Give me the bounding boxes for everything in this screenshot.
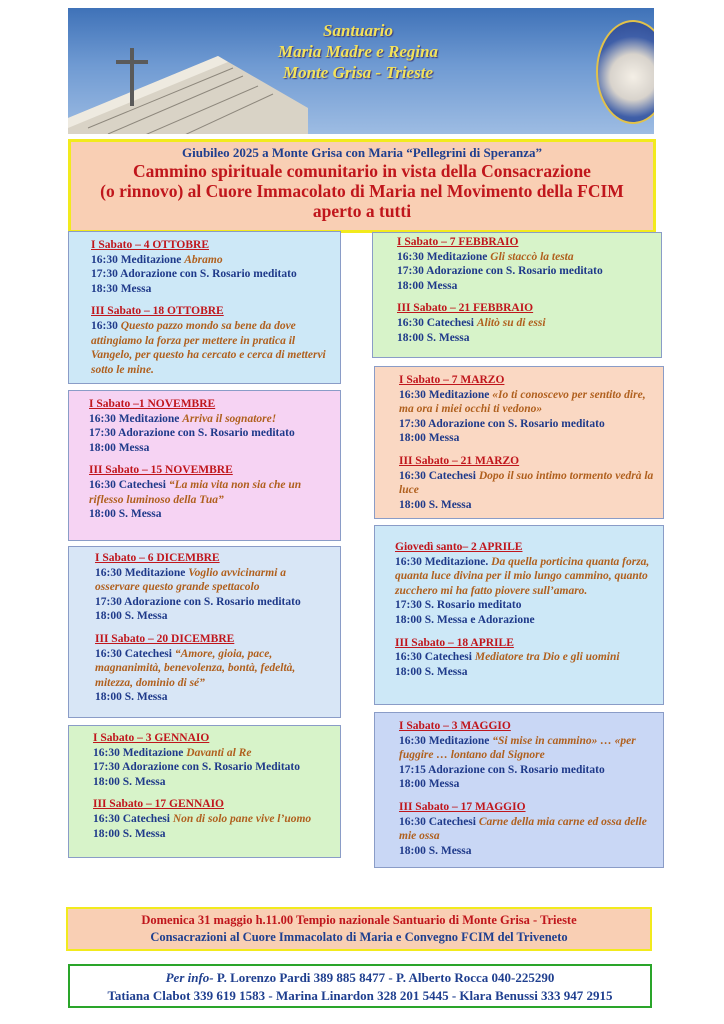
event-line (399, 815, 655, 844)
event-date: I Sabato – 4 OTTOBRE (91, 239, 210, 251)
event-line (395, 598, 655, 613)
event-line (397, 250, 653, 265)
event-theme: Da quella porticina quanta forza, quanta luce divina per il mio lungo cammino, quanto zucchero mi ha fatto piovere sull’amaro. (395, 555, 650, 597)
event-time-activity: 18:30 Messa (91, 282, 152, 295)
schedule-event (93, 797, 334, 841)
madonna-medallion-image (596, 20, 654, 124)
event-date: III Sabato – 17 MAGGIO (399, 800, 526, 813)
header-title-line: Monte Grisa - Trieste (282, 63, 433, 82)
event-line (397, 264, 653, 279)
event-time-activity: 16:30 Catechesi (399, 469, 479, 482)
event-time-activity: 17:30 S. Rosario meditato (395, 599, 522, 612)
event-time-activity: 18:00 Messa (399, 778, 460, 791)
event-line (95, 690, 332, 705)
consecration-banner (66, 907, 652, 951)
schedule-event (395, 636, 655, 680)
event-line (395, 555, 655, 599)
event-line (91, 319, 332, 377)
header-banner (68, 8, 654, 134)
event-theme: Non di solo pane vive l’uomo (172, 812, 312, 825)
event-line (395, 665, 655, 680)
event-line (93, 827, 334, 842)
contact-priests: P. Lorenzo Pardi 389 885 8477 - P. Alberto Rocca 040-225290 (213, 970, 555, 985)
schedule-box-marzo (374, 366, 664, 519)
schedule-event (399, 719, 655, 792)
event-time-activity: 17:30 Adorazione con S. Rosario Meditato (93, 761, 300, 774)
schedule-event (95, 632, 332, 705)
event-line (399, 498, 655, 513)
schedule-event (89, 397, 332, 455)
event-theme: “Si mise in cammino» … «per fuggire … lontano dal Signore (399, 734, 636, 762)
schedule-box-febbraio (372, 232, 662, 358)
event-theme: Arriva il sognatore! (182, 412, 277, 425)
event-line (399, 417, 655, 432)
event-date: III Sabato – 18 OTTOBRE (91, 305, 224, 318)
event-time-activity: 16:30 Catechesi (399, 815, 479, 828)
contact-line (70, 969, 650, 987)
event-time-activity: 18:00 Messa (397, 279, 458, 292)
event-theme: «Io ti conoscevo per sentito dire, ma ora i miei occhi ti vedono» (399, 388, 646, 416)
schedule-event (91, 238, 332, 296)
event-line (95, 609, 332, 624)
event-theme: Alitò su di essi (476, 316, 546, 329)
event-time-activity: 16:30 Meditazione (397, 250, 491, 263)
event-theme: Dopo il suo intimo tormento vedrà la luce (399, 469, 654, 497)
event-date: I Sabato – 6 DICEMBRE (95, 552, 220, 564)
event-line (93, 760, 334, 775)
event-time-activity: 18:00 S. Messa (89, 508, 162, 521)
consecration-event-line: Consacrazioni al Cuore Immacolato di Maria e Convegno FCIM del Triveneto (150, 930, 568, 944)
header-title-line: Maria Madre e Regina (277, 42, 439, 61)
event-date: III Sabato – 18 APRILE (395, 636, 514, 649)
event-line (93, 812, 334, 827)
schedule-event (95, 551, 332, 624)
event-theme: Gli staccò la testa (490, 250, 574, 263)
event-time-activity: 17:30 Adorazione con S. Rosario meditato (89, 427, 295, 440)
event-time-activity: 18:00 S. Messa (93, 827, 166, 840)
event-time-activity: 16:30 Meditazione (93, 746, 187, 759)
event-line (91, 267, 332, 282)
schedule-box-aprile (374, 525, 664, 705)
event-theme: Questo pazzo mondo sa bene da dove attingiamo la forza per mettere in pratica il Vangelo, per questo ha cercato e cerca di mettervi sotto le mine. (91, 319, 326, 376)
event-date: III Sabato – 15 NOVEMBRE (89, 464, 233, 477)
event-line (399, 763, 655, 778)
schedule-box-dicembre (68, 546, 341, 718)
event-time-activity: 18:00 S. Messa (395, 665, 468, 678)
schedule-event (397, 235, 653, 293)
event-line (399, 431, 655, 446)
event-date: III Sabato – 21 FEBBRAIO (397, 302, 534, 315)
event-theme: Voglio avvicinarmi a osservare questo grande spettacolo (95, 566, 287, 594)
event-line (399, 469, 655, 498)
event-date: I Sabato – 3 MAGGIO (399, 720, 511, 732)
event-line (89, 441, 332, 456)
header-title-line: Santuario (323, 21, 393, 40)
event-line (399, 734, 655, 763)
event-time-activity: 16:30 Meditazione (91, 253, 185, 266)
event-line (395, 613, 655, 628)
contact-box (68, 964, 652, 1008)
event-date: I Sabato – 7 FEBBRAIO (397, 236, 519, 248)
event-date: Giovedì santo– 2 APRILE (395, 541, 523, 553)
event-time-activity: 18:00 S. Messa (397, 331, 470, 344)
event-line (397, 316, 653, 331)
event-time-activity: 16:30 Catechesi (395, 651, 475, 664)
event-theme: Davanti al Re (186, 746, 252, 759)
event-date: I Sabato – 7 MARZO (399, 374, 505, 386)
event-date: III Sabato – 17 GENNAIO (93, 798, 224, 811)
schedule-event (399, 800, 655, 858)
event-time-activity: 18:00 S. Messa (399, 844, 472, 857)
schedule-event (91, 304, 332, 377)
event-line (91, 282, 332, 297)
schedule-box-gennaio (68, 725, 341, 858)
intro-heading-line: Cammino spirituale comunitario in vista della Consacrazione (133, 161, 591, 181)
event-time-activity: 16:30 Catechesi (95, 647, 175, 660)
event-time-activity: 16:30 Catechesi (397, 316, 477, 329)
contact-lead: Per info- (165, 970, 214, 985)
header-title (208, 20, 508, 83)
event-time-activity: 18:00 Messa (89, 441, 150, 454)
consecration-date-line: Domenica 31 maggio h.11.00 Tempio nazionale Santuario di Monte Grisa - Trieste (141, 913, 577, 927)
event-time-activity: 18:00 S. Messa (95, 691, 168, 704)
event-time-activity: 16:30 (91, 319, 121, 332)
event-line (95, 566, 332, 595)
contact-line: Tatiana Clabot 339 619 1583 - Marina Linardon 328 201 5445 - Klara Benussi 333 947 2915 (107, 988, 613, 1003)
event-theme: “Amore, gioia, pace, magnanimità, benevolenza, bontà, fedeltà, mitezza, dominio di sé” (95, 647, 296, 689)
event-time-activity: 18:00 S. Messa (93, 775, 166, 788)
event-line (95, 595, 332, 610)
event-line (397, 331, 653, 346)
event-time-activity: 16:30 Meditazione (399, 734, 493, 747)
event-date: III Sabato – 20 DICEMBRE (95, 632, 235, 645)
event-theme: Mediatore tra Dio e gli uomini (474, 651, 620, 664)
event-time-activity: 18:00 S. Messa (95, 610, 168, 623)
event-date: III Sabato – 21 MARZO (399, 454, 520, 467)
event-time-activity: 16:30 Catechesi (89, 478, 169, 491)
event-time-activity: 16:30 Catechesi (93, 812, 173, 825)
event-line (399, 777, 655, 792)
event-line (397, 279, 653, 294)
event-line (95, 647, 332, 691)
event-line (93, 775, 334, 790)
event-line (89, 507, 332, 522)
event-time-activity: 16:30 Meditazione (399, 388, 493, 401)
event-time-activity: 18:00 Messa (399, 432, 460, 445)
event-theme: Abramo (184, 253, 223, 266)
schedule-box-novembre (68, 390, 341, 541)
event-line (89, 478, 332, 507)
event-time-activity: 17:30 Adorazione con S. Rosario meditato (399, 417, 605, 430)
event-time-activity: 16:30 Meditazione (95, 566, 189, 579)
intro-heading (71, 161, 653, 221)
event-time-activity: 16:30 Meditazione. (395, 555, 492, 568)
event-time-activity: 16:30 Meditazione (89, 412, 183, 425)
event-time-activity: 18:00 S. Messa e Adorazione (395, 613, 535, 626)
intro-heading-line: (o rinnovo) al Cuore Immacolato di Maria nel Movimento della FCIM (100, 181, 624, 201)
intro-heading-line: aperto a tutti (312, 201, 412, 221)
event-date: I Sabato – 3 GENNAIO (93, 732, 210, 744)
event-date: I Sabato –1 NOVEMBRE (89, 398, 216, 410)
schedule-box-maggio (374, 712, 664, 868)
event-time-activity: 17:30 Adorazione con S. Rosario meditato (397, 265, 603, 278)
event-line (395, 650, 655, 665)
intro-box (68, 139, 656, 233)
schedule-box-ottobre (68, 231, 341, 384)
event-line (89, 412, 332, 427)
schedule-event (395, 540, 655, 628)
event-line (93, 746, 334, 761)
schedule-event (397, 301, 653, 345)
event-line (399, 388, 655, 417)
event-line (91, 253, 332, 268)
intro-subtitle: Giubileo 2025 a Monte Grisa con Maria “Pellegrini di Speranza” (181, 145, 542, 160)
event-time-activity: 17:30 Adorazione con S. Rosario meditato (91, 268, 297, 281)
event-time-activity: 18:00 S. Messa (399, 498, 472, 511)
event-time-activity: 17:30 Adorazione con S. Rosario meditato (95, 595, 301, 608)
event-theme: “La mia vita non sia che un riflesso luminoso della Tua” (89, 478, 302, 506)
schedule-event (399, 373, 655, 446)
event-line (89, 426, 332, 441)
schedule-event (399, 454, 655, 512)
event-time-activity: 17:15 Adorazione con S. Rosario meditato (399, 763, 605, 776)
event-theme: Carne della mia carne ed ossa delle mie ossa (399, 815, 647, 843)
schedule-event (89, 463, 332, 521)
event-line (399, 844, 655, 859)
schedule-event (93, 731, 334, 789)
